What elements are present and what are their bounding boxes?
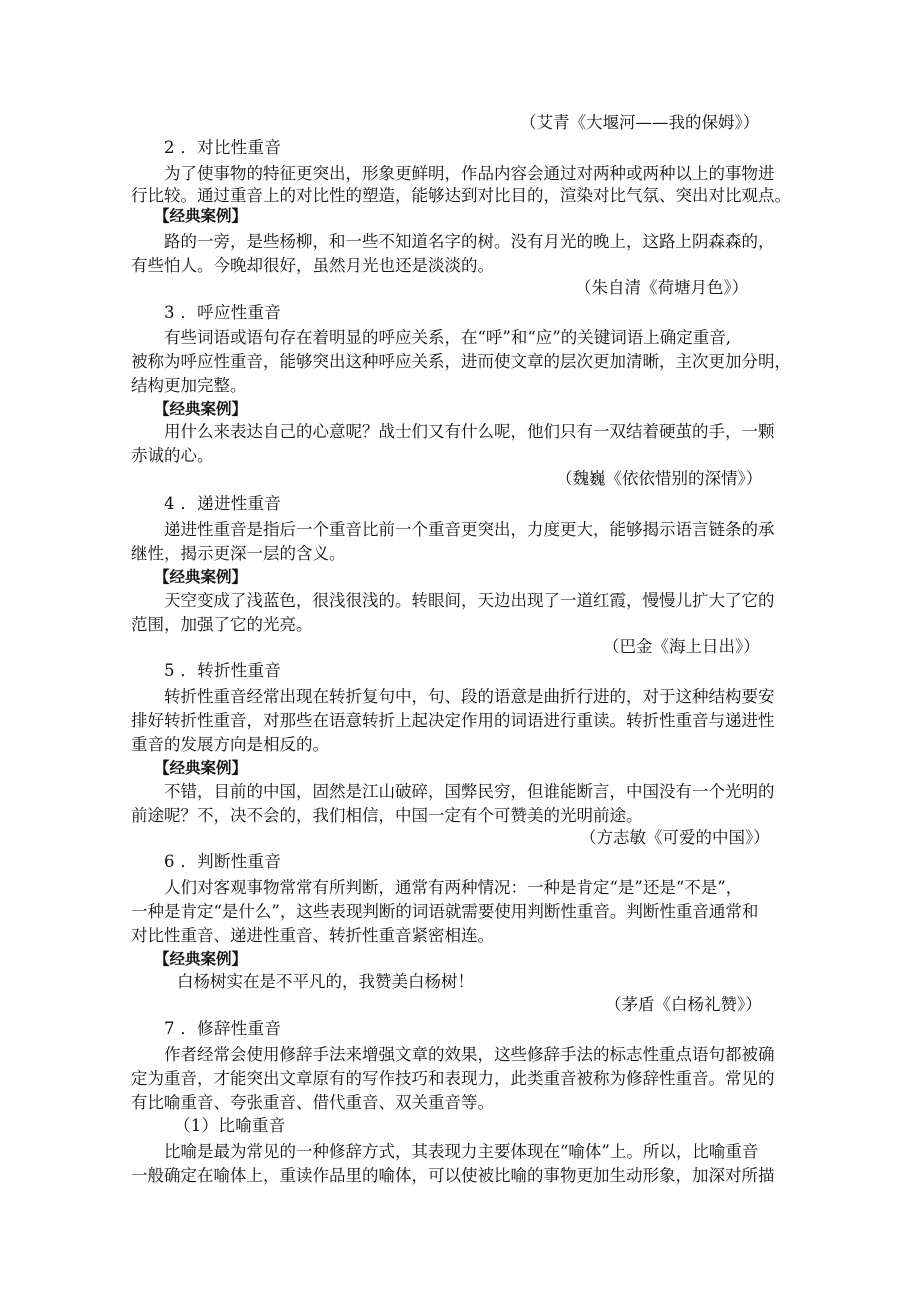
source-citation: （艾青《大堰河——我的保姆》） — [520, 113, 760, 132]
section-heading: 2 ．对比性重音 — [164, 138, 282, 157]
source-citation: （朱自清《荷塘月色》） — [575, 278, 749, 297]
body-line: 定为重音，才能突出文章原有的写作技巧和表现力，此类重音被称为修辞性重音。常见的 — [131, 1069, 775, 1088]
example-line: 不错，目前的中国，固然是江山破碎，国弊民穷，但谁能断言，中国没有一个光明的 — [164, 782, 775, 801]
body-line: 人们对客观事物常常有所判断，通常有两种情况：一种是肯定“是”还是“不是”， — [164, 878, 743, 897]
case-label: 【经典案例】 — [154, 206, 248, 225]
source-citation: （巴金《海上日出》） — [603, 637, 760, 656]
section-heading: 4 ．递进性重音 — [164, 494, 282, 513]
example-line: 天空变成了浅蓝色，很浅很浅的。转眼间，天边出现了一道红霞，慢慢儿扩大了它的 — [164, 591, 775, 610]
sub-heading: （1）比喻重音 — [174, 1116, 286, 1135]
section-heading: 3 ．呼应性重音 — [164, 303, 282, 322]
body-line: 一般确定在喻体上，重读作品里的喻体，可以使被比喻的事物更加生动形象，加深对所描 — [131, 1166, 775, 1185]
body-line: 继性，揭示更深一层的含义。 — [131, 544, 346, 563]
case-label: 【经典案例】 — [154, 758, 248, 777]
example-line: 路的一旁，是些杨柳，和一些不知道名字的树。没有月光的晚上，这路上阴森森的， — [164, 232, 775, 251]
source-citation: （魏巍《依依惜别的深情》） — [556, 469, 763, 488]
example-line: 范围，加强了它的光亮。 — [131, 615, 313, 634]
example-line: 有些怕人。今晚却很好，虽然月光也还是淡淡的。 — [131, 256, 494, 275]
body-line: 结构更加完整。 — [131, 376, 247, 395]
body-line: 行比较。通过重音上的对比性的塑造，能够达到对比目的，渲染对比气氛、突出对比观点。 — [131, 186, 791, 205]
example-line: 赤诚的心。 — [131, 446, 214, 465]
body-line: 排好转折性重音，对那些在语意转折上起决定作用的词语进行重读。转折性重音与递进性 — [131, 711, 775, 730]
body-line: 为了使事物的特征更突出，形象更鲜明，作品内容会通过对两种或两种以上的事物进 — [164, 164, 775, 183]
body-line: 被称为呼应性重音，能够突出这种呼应关系，进而使文章的层次更加清晰，主次更加分明， — [131, 352, 791, 371]
source-citation: （方志敏《可爱的中国》） — [580, 828, 770, 847]
example-line: 前途呢？不，决不会的，我们相信，中国一定有个可赞美的光明前途。 — [131, 806, 643, 825]
case-label: 【经典案例】 — [154, 567, 248, 586]
body-line: 一种是肯定“是什么”，这些表现判断的词语就需要使用判断性重音。判断性重音通常和 — [131, 902, 759, 921]
body-line: 递进性重音是指后一个重音比前一个重音更突出，力度更大，能够揭示语言链条的承 — [164, 520, 775, 539]
section-heading: 5 ．转折性重音 — [164, 661, 282, 680]
example-line: 用什么来表达自己的心意呢？战士们又有什么呢，他们只有一双结着硬茧的手，一颗 — [164, 422, 775, 441]
body-line: 重音的发展方向是相反的。 — [131, 735, 329, 754]
example-line: 白杨树实在是不平凡的，我赞美白杨树！ — [177, 972, 474, 991]
body-line: 有比喻重音、夸张重音、借代重音、双关重音等。 — [131, 1093, 494, 1112]
body-line: 转折性重音经常出现在转折复句中，句、段的语意是曲折行进的，对于这种结构要安 — [164, 687, 775, 706]
source-citation: （茅盾《白杨礼赞》） — [605, 995, 762, 1014]
body-line: 比喻是最为常见的一种修辞方式，其表现力主要体现在“喻体”上。所以，比喻重音 — [164, 1142, 759, 1161]
case-label: 【经典案例】 — [154, 949, 248, 968]
case-label: 【经典案例】 — [154, 399, 248, 418]
body-line: 有些词语或语句存在着明显的呼应关系，在“呼”和“应”的关键词语上确定重音, — [164, 328, 731, 347]
body-line: 对比性重音、递进性重音、转折性重音紧密相连。 — [131, 926, 494, 945]
section-heading: 6 ．判断性重音 — [164, 852, 282, 871]
body-line: 作者经常会使用修辞手法来增强文章的效果，这些修辞手法的标志性重点语句都被确 — [164, 1045, 775, 1064]
section-heading: 7 ．修辞性重音 — [164, 1019, 282, 1038]
